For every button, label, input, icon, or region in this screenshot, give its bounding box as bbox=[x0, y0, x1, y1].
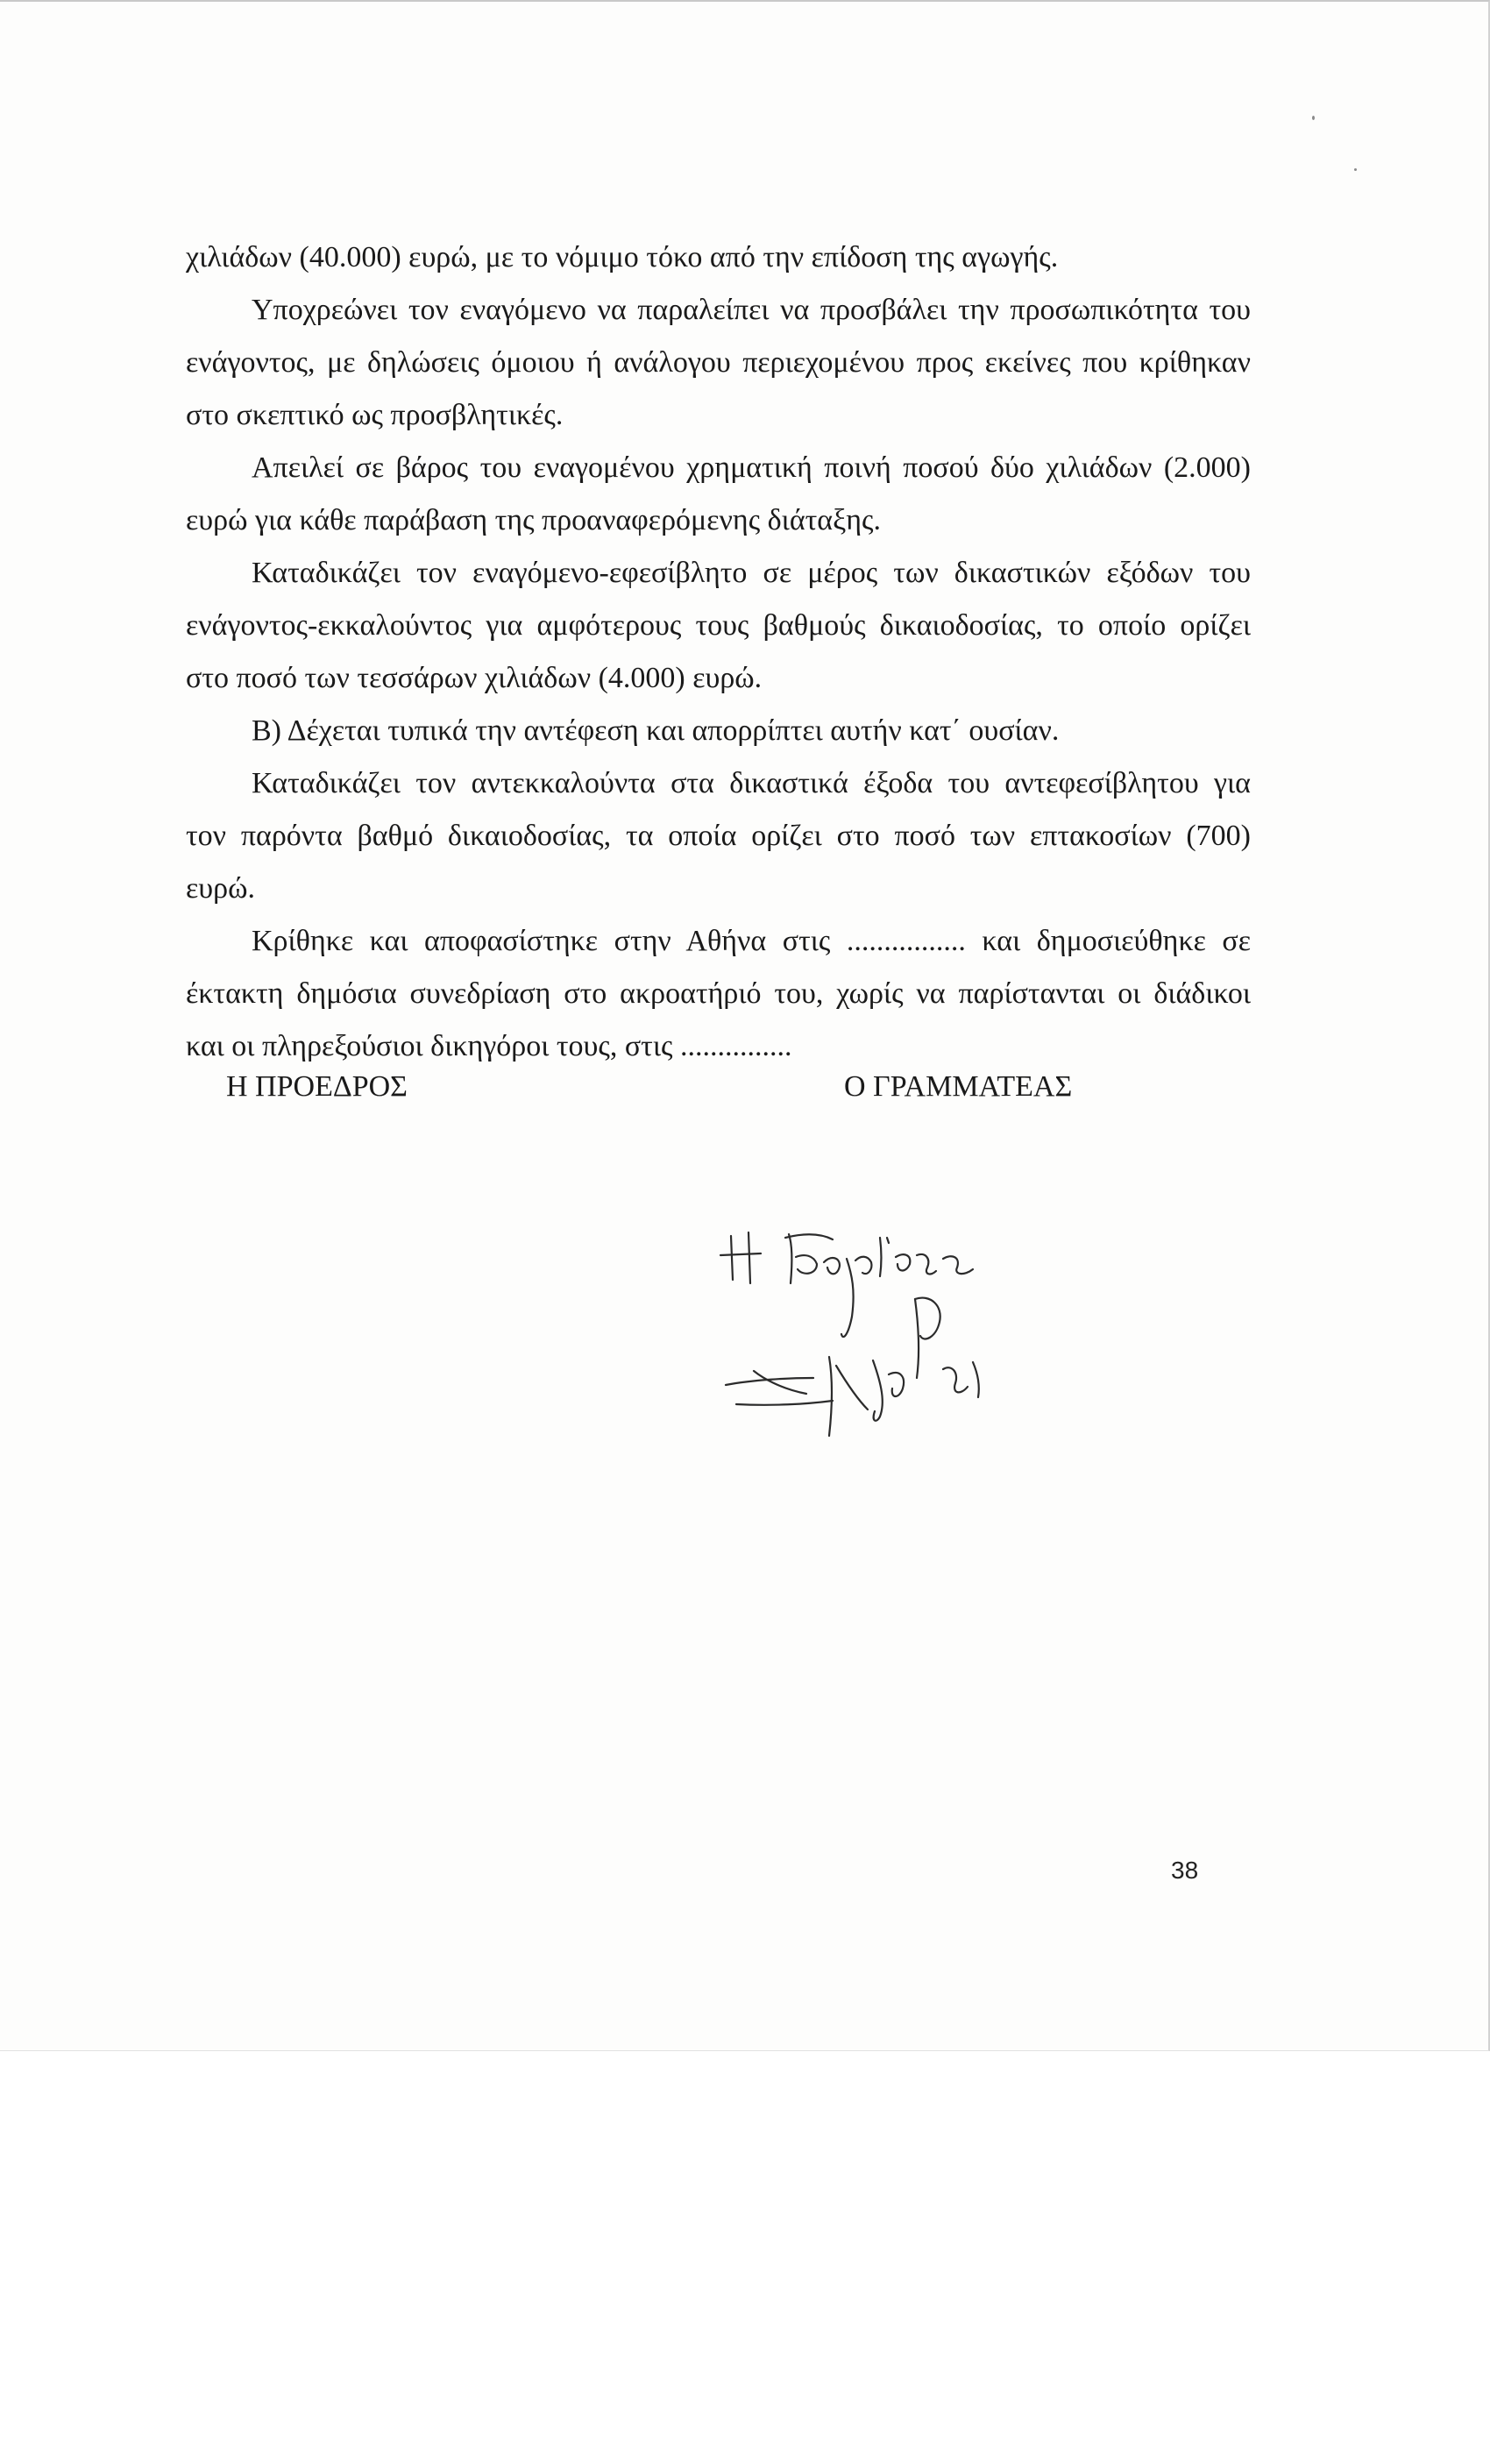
handwritten-signature bbox=[701, 1203, 1139, 1483]
page-number: 38 bbox=[1171, 1857, 1199, 1884]
paragraph-line: ενάγοντος, με δηλώσεις όμοιου ή ανάλογου περιεχομένου προς εκείνες που κρίθηκαν bbox=[186, 346, 1251, 379]
paragraph-line: στο ποσό των τεσσάρων χιλιάδων (4.000) ευρώ. bbox=[186, 662, 763, 694]
paragraph-line: ευρώ. bbox=[186, 872, 255, 905]
president-label: Η ΠΡΟΕΔΡΟΣ bbox=[226, 1070, 408, 1103]
judgment-text bbox=[186, 231, 1251, 1073]
paragraph-line: Υποχρεώνει τον εναγόμενο να παραλείπει να προσβάλει την προσωπικότητα του bbox=[252, 294, 1251, 326]
paragraph-line: Καταδικάζει τον εναγόμενο-εφεσίβλητο σε μέρος των δικαστικών εξόδων του bbox=[252, 557, 1251, 589]
paragraph-line: και οι πληρεξούσιοι δικηγόροι τους, στις ............... bbox=[186, 1030, 792, 1062]
paragraph-line: έκτακτη δημόσια συνεδρίαση στο ακροατήριό του, χωρίς να παρίστανται οι διάδικοι bbox=[186, 977, 1251, 1010]
paragraph-line: τον παρόντα βαθμό δικαιοδοσίας, τα οποία ορίζει στο ποσό των επτακοσίων (700) bbox=[186, 820, 1251, 852]
paragraph-line: στο σκεπτικό ως προσβλητικές. bbox=[186, 399, 564, 431]
scan-speck bbox=[1354, 168, 1357, 171]
paragraph-line: ευρώ για κάθε παράβαση της προαναφερόμενης διάταξης. bbox=[186, 504, 882, 536]
scan-speck bbox=[1312, 116, 1315, 120]
paragraph-line: Β) Δέχεται τυπικά την αντέφεση και απορρίπτει αυτήν κατ΄ ουσίαν. bbox=[252, 714, 1060, 747]
empty-scan-area bbox=[0, 2051, 1490, 2464]
paragraph-line: ενάγοντος-εκκαλούντος για αμφότερους τους βαθμούς δικαιοδοσίας, το οποίο ορίζει bbox=[186, 609, 1251, 642]
paragraph-line: χιλιάδων (40.000) ευρώ, με το νόμιμο τόκο από την επίδοση της αγωγής. bbox=[186, 241, 1059, 273]
paragraph-line: Απειλεί σε βάρος του εναγομένου χρηματική ποινή ποσού δύο χιλιάδων (2.000) bbox=[252, 451, 1251, 484]
secretary-label: Ο ΓΡΑΜΜΑΤΕΑΣ bbox=[844, 1070, 1073, 1103]
signature-labels bbox=[226, 1061, 1103, 1113]
paragraph-line: Καταδικάζει τον αντεκκαλούντα στα δικαστικά έξοδα του αντεφεσίβλητου για bbox=[252, 767, 1251, 799]
paragraph-line: Κρίθηκε και αποφασίστηκε στην Αθήνα στις ................ και δημοσιεύθηκε σε bbox=[252, 925, 1251, 957]
